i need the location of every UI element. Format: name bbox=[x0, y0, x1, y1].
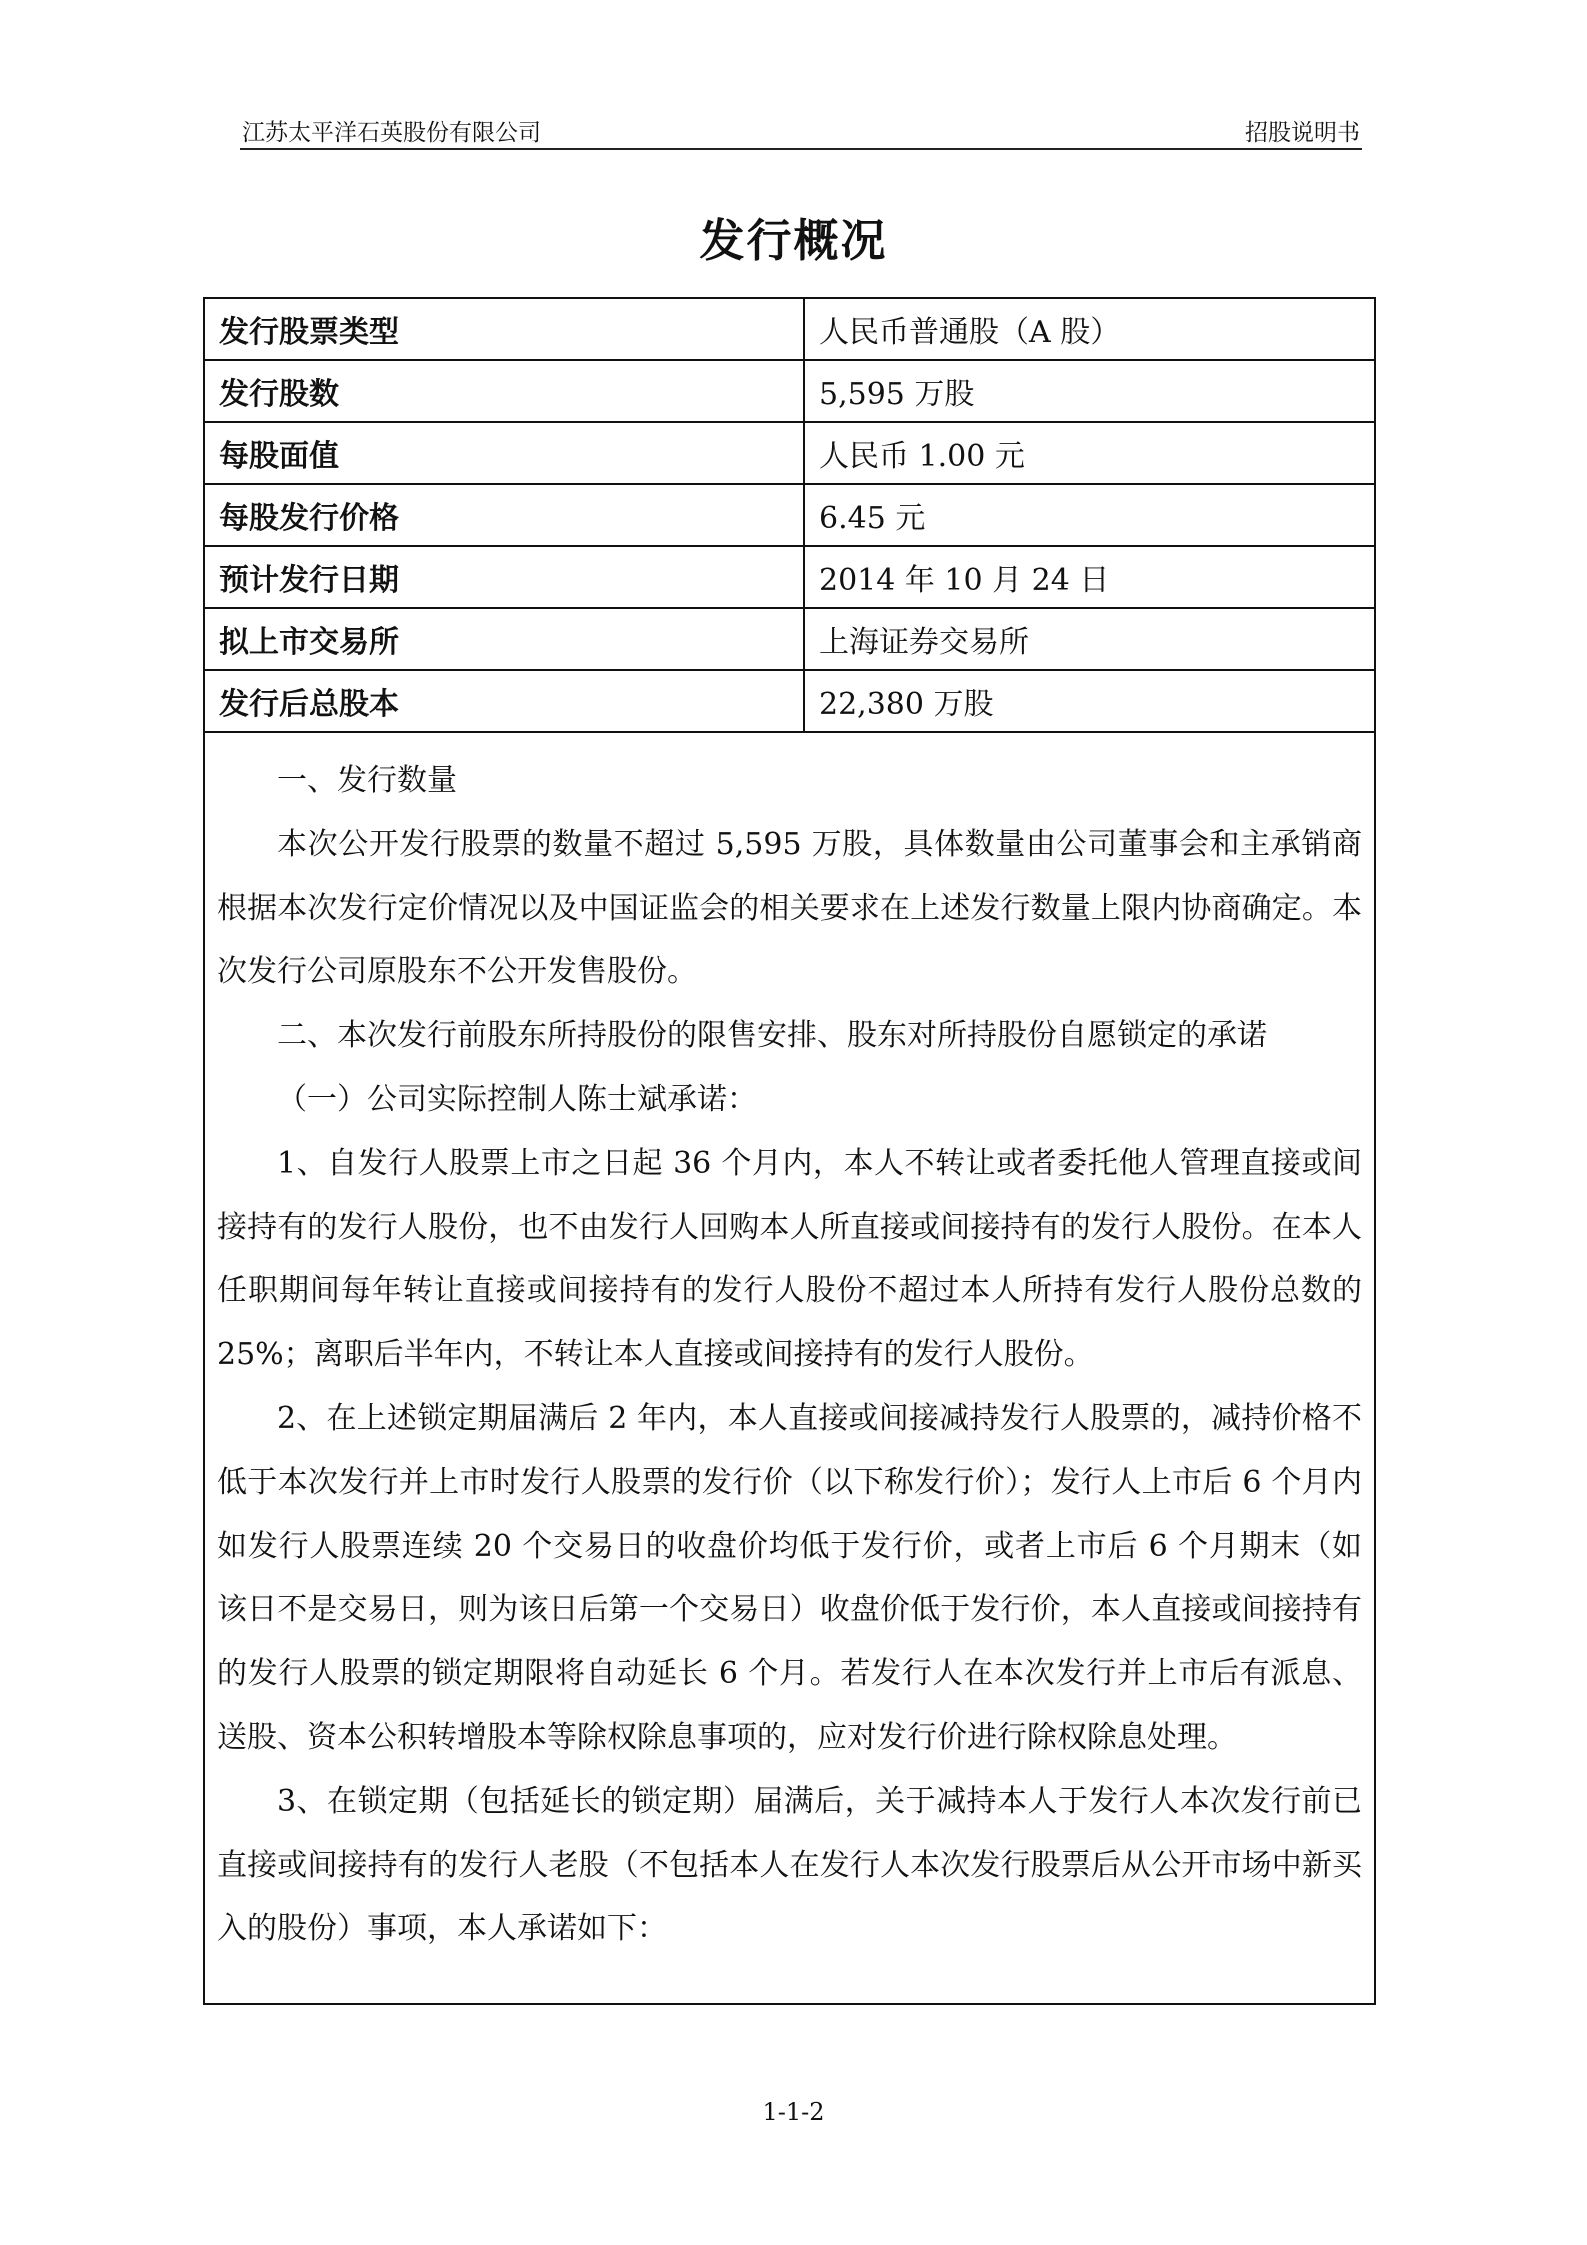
paragraph: 3、在锁定期（包括延长的锁定期）届满后，关于减持本人于发行人本次发行前已直接或间接持有的发行人老股（不包括本人在发行人本次发行股票后从公开市场中新买入的股份）事项，本人承诺如下： bbox=[217, 1783, 1362, 1947]
row-label: 每股面值 bbox=[204, 422, 804, 484]
header-document-type: 招股说明书 bbox=[1245, 120, 1360, 146]
row-value: 上海证券交易所 bbox=[804, 608, 1375, 670]
row-label: 发行股票类型 bbox=[204, 298, 804, 360]
header-company-name: 江苏太平洋石英股份有限公司 bbox=[242, 120, 541, 146]
table-row bbox=[204, 546, 1375, 608]
table-row bbox=[204, 298, 1375, 360]
row-label: 预计发行日期 bbox=[204, 546, 804, 608]
table-row bbox=[204, 422, 1375, 484]
paragraph: 2、在上述锁定期届满后 2 年内，本人直接或间接减持发行人股票的，减持价格不低于本次发行并上市时发行人股票的发行价（以下称发行价）；发行人上市后 6 个月内如发行人股票连续 20 个交易日的收盘价均低于发行价，或者上市后 6 个月期末（如该日不是交易日，则为该日后第一个交易日）收盘价低于发行价，本人直接或间接持有的发行人股票的锁定期限将自动延长 6 个月。若发行人在本次发行并上市后有派息、送股、资本公积转增股本等除权除息事项的，应对发行价进行除权除息处理。 bbox=[217, 1400, 1362, 1755]
row-value: 2014 年 10 月 24 日 bbox=[804, 546, 1375, 608]
subsection-heading: （一）公司实际控制人陈士斌承诺： bbox=[277, 1081, 757, 1117]
body-text bbox=[203, 749, 1376, 1961]
offering-summary-table bbox=[203, 297, 1376, 733]
table-row bbox=[204, 608, 1375, 670]
row-value: 人民币普通股（A 股） bbox=[804, 298, 1375, 360]
section-heading-lockup: 二、本次发行前股东所持股份的限售安排、股东对所持股份自愿锁定的承诺 bbox=[277, 1018, 1267, 1054]
section-heading-issue-quantity: 一、发行数量 bbox=[277, 763, 457, 798]
table-row bbox=[204, 360, 1375, 422]
page-title: 发行概况 bbox=[699, 214, 888, 267]
page-number: 1-1-2 bbox=[762, 2098, 825, 2126]
row-value: 22,380 万股 bbox=[804, 670, 1375, 732]
paragraph: 1、自发行人股票上市之日起 36 个月内，本人不转让或者委托他人管理直接或间接持有的发行人股份，也不由发行人回购本人所直接或间接持有的发行人股份。在本人任职期间每年转让直接或间接持有的发行人股份不超过本人所持有发行人股份总数的 25%；离职后半年内，不转让本人直接或间接持有的发行人股份。 bbox=[217, 1145, 1362, 1373]
table-row bbox=[204, 670, 1375, 732]
row-value: 5,595 万股 bbox=[804, 360, 1375, 422]
row-label: 发行股数 bbox=[204, 360, 804, 422]
paragraph: 本次公开发行股票的数量不超过 5,595 万股，具体数量由公司董事会和主承销商根据本次发行定价情况以及中国证监会的相关要求在上述发行数量上限内协商确定。本次发行公司原股东不公开发售股份。 bbox=[217, 826, 1362, 990]
row-value: 6.45 元 bbox=[804, 484, 1375, 546]
row-label: 发行后总股本 bbox=[204, 670, 804, 732]
row-value: 人民币 1.00 元 bbox=[804, 422, 1375, 484]
page-header bbox=[240, 112, 1362, 150]
row-label: 每股发行价格 bbox=[204, 484, 804, 546]
row-label: 拟上市交易所 bbox=[204, 608, 804, 670]
table-row bbox=[204, 484, 1375, 546]
